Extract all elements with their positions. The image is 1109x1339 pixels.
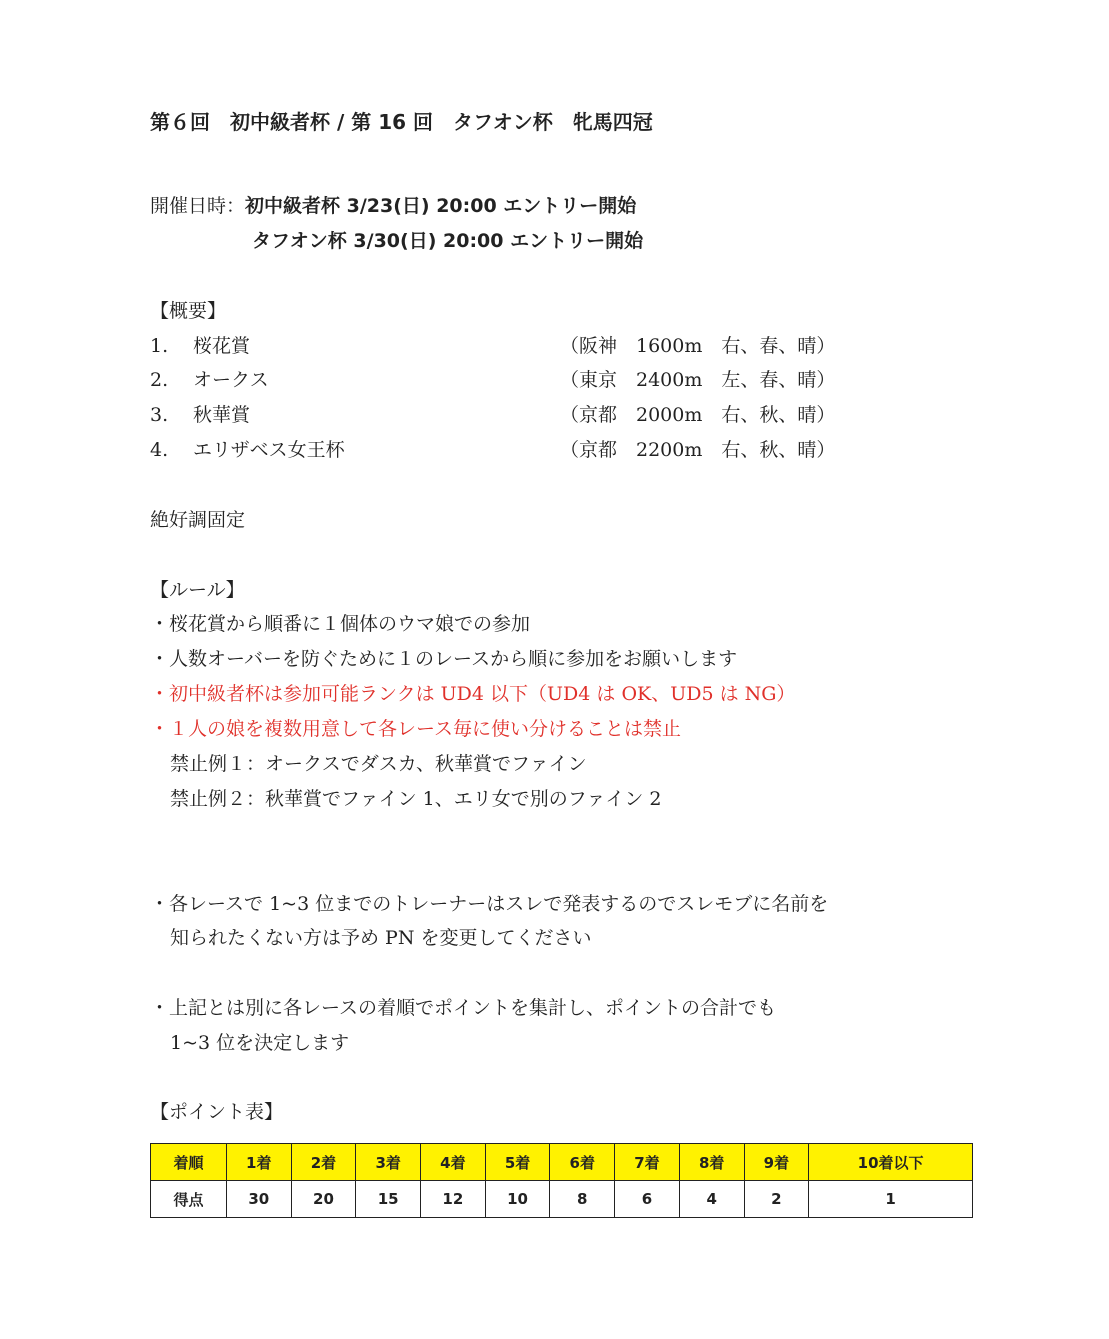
race-number: 2. (150, 369, 169, 391)
table-cell: 1着 (226, 1144, 291, 1181)
point-table-heading: 【ポイント表】 (150, 1101, 284, 1123)
race-detail: （京都 2200m 右、秋、晴） (560, 439, 836, 461)
race-detail: （東京 2400m 左、春、晴） (560, 369, 836, 391)
table-cell: 6 (615, 1181, 680, 1218)
race-name: 秋華賞 (193, 404, 251, 426)
table-cell: 8着 (679, 1144, 744, 1181)
race-detail: （京都 2000m 右、秋、晴） (560, 404, 836, 426)
table-cell: 6着 (550, 1144, 615, 1181)
table-cell: 4着 (421, 1144, 486, 1181)
table-cell: 5着 (485, 1144, 550, 1181)
point-table (150, 1143, 973, 1218)
table-cell: 4 (679, 1181, 744, 1218)
table-cell: 12 (421, 1181, 486, 1218)
race-number: 4. (150, 439, 169, 461)
table-cell: 得点 (151, 1181, 227, 1218)
table-cell: 2着 (291, 1144, 356, 1181)
table-cell: 30 (226, 1181, 291, 1218)
rule-item-warning: ・１人の娘を複数用意して各レース毎に使い分けることは禁止 (150, 718, 682, 740)
table-cell: 9着 (744, 1144, 809, 1181)
rule-item: ・桜花賞から順番に１個体のウマ娘での参加 (150, 613, 531, 635)
page-title: 第６回 初中級者杯 / 第 16 回 タフオン杯 牝馬四冠 (150, 110, 653, 134)
announce-text: 知られたくない方は予め PN を変更してください (170, 927, 592, 949)
table-cell: 2 (744, 1181, 809, 1218)
points-text: 1~3 位を決定します (170, 1032, 350, 1054)
race-name: 桜花賞 (193, 335, 251, 357)
table-cell: 1 (809, 1181, 973, 1218)
rule-item-warning: ・初中級者杯は参加可能ランクは UD4 以下（UD4 は OK、UD5 は NG） (150, 683, 796, 705)
point-table-header-row (151, 1144, 973, 1181)
table-cell: 10着以下 (809, 1144, 973, 1181)
announce-text: ・各レースで 1~3 位までのトレーナーはスレで発表するのでスレモブに名前を (150, 893, 829, 915)
points-text: ・上記とは別に各レースの着順でポイントを集計し、ポイントの合計でも (150, 997, 777, 1019)
table-cell: 8 (550, 1181, 615, 1218)
schedule-label: 開催日時： (150, 195, 246, 217)
race-detail: （阪神 1600m 右、春、晴） (560, 335, 836, 357)
rule-example: 禁止例２：秋華賞でファイン 1、エリ女で別のファイン 2 (170, 788, 662, 810)
overview-heading: 【概要】 (150, 300, 227, 322)
table-cell: 着順 (151, 1144, 227, 1181)
table-cell: 3着 (356, 1144, 421, 1181)
table-cell: 20 (291, 1181, 356, 1218)
schedule-entry-1: 初中級者杯 3/23(日) 20:00 エントリー開始 (245, 195, 637, 217)
table-cell: 10 (485, 1181, 550, 1218)
table-cell: 15 (356, 1181, 421, 1218)
table-cell: 7着 (615, 1144, 680, 1181)
race-number: 1. (150, 335, 169, 357)
schedule-entry-2: タフオン杯 3/30(日) 20:00 エントリー開始 (252, 230, 644, 252)
rules-heading: 【ルール】 (150, 579, 245, 601)
race-number: 3. (150, 404, 169, 426)
rule-example: 禁止例１：オークスでダスカ、秋華賞でファイン (170, 753, 587, 775)
point-table-score-row (151, 1181, 973, 1218)
race-name: オークス (193, 369, 269, 391)
condition-text: 絶好調固定 (150, 509, 246, 531)
schedule-line-1 (150, 193, 636, 219)
race-name: エリザベス女王杯 (193, 439, 345, 461)
rule-item: ・人数オーバーを防ぐために１のレースから順に参加をお願いします (150, 648, 738, 670)
